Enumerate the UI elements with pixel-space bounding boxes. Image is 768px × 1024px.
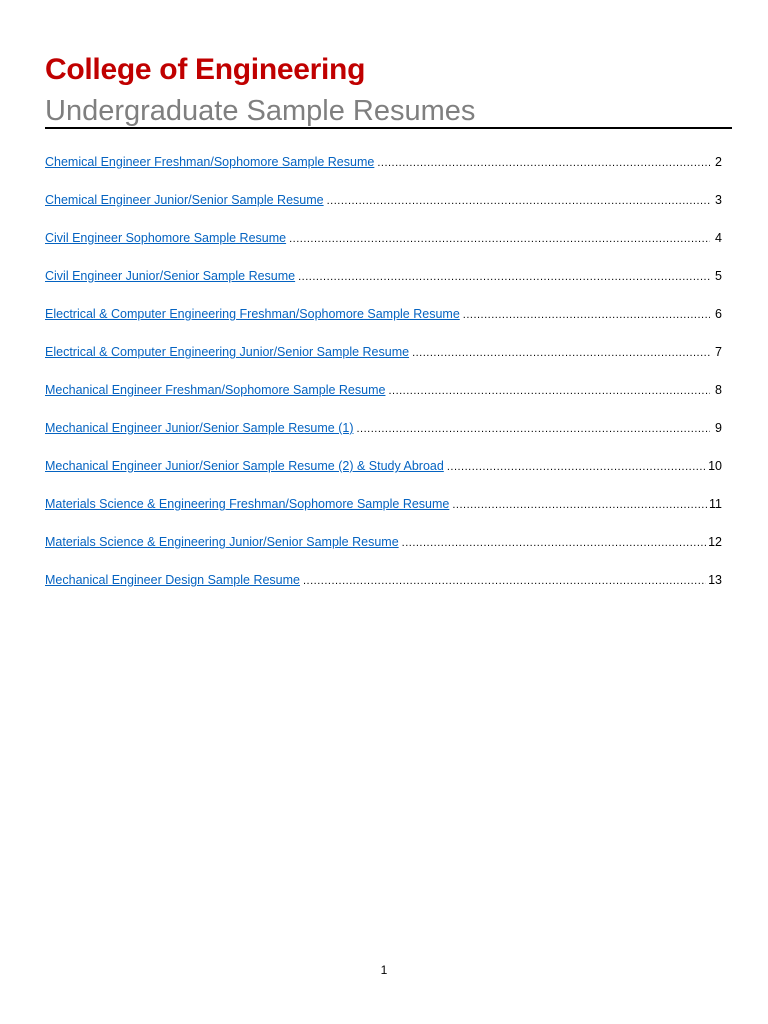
toc-page-number: 12 (708, 535, 722, 549)
toc-link[interactable]: Mechanical Engineer Junior/Senior Sample Resume (1) (45, 421, 354, 435)
toc-page-number: 6 (715, 307, 722, 321)
toc-link[interactable]: Civil Engineer Sophomore Sample Resume (45, 231, 287, 245)
toc-link[interactable]: Chemical Engineer Junior/Senior Sample Resume (45, 193, 324, 207)
toc-page-number: 8 (715, 383, 722, 397)
toc-entry (45, 269, 722, 307)
toc-page-number: 9 (715, 421, 722, 435)
toc-link[interactable]: Materials Science & Engineering Junior/Senior Sample Resume (45, 535, 399, 549)
toc-entry (45, 383, 722, 421)
toc-link[interactable]: Materials Science & Engineering Freshman/Sophomore Sample Resume (45, 497, 450, 511)
toc-page-number: 7 (715, 345, 722, 359)
footer-page-number: 1 (380, 963, 388, 977)
toc-entry (45, 459, 722, 497)
toc-page-number: 5 (715, 269, 722, 283)
toc-page-number: 11 (709, 497, 722, 511)
toc-dot-leader (327, 195, 710, 207)
toc-link[interactable]: Electrical & Computer Engineering Junior/Senior Sample Resume (45, 345, 410, 359)
page-subtitle: Undergraduate Sample Resumes (45, 95, 476, 127)
toc-entry (45, 345, 722, 383)
toc-link[interactable]: Mechanical Engineer Freshman/Sophomore Sample Resume (45, 383, 386, 397)
toc-dot-leader (388, 385, 710, 397)
toc-dot-leader (303, 575, 706, 587)
toc-entry (45, 497, 722, 535)
toc-page-number: 4 (715, 231, 722, 245)
toc-entry (45, 535, 722, 573)
toc-dot-leader (377, 157, 710, 169)
title-divider (45, 127, 732, 129)
toc-page-number: 10 (708, 459, 722, 473)
toc-page-number: 2 (715, 155, 722, 169)
toc-dot-leader (402, 537, 706, 549)
toc-dot-leader (356, 423, 710, 435)
toc-entry (45, 231, 722, 269)
toc-dot-leader (447, 461, 706, 473)
toc-dot-leader (463, 309, 710, 321)
toc-link[interactable]: Mechanical Engineer Junior/Senior Sample Resume (2) & Study Abroad (45, 459, 444, 473)
toc-dot-leader (289, 233, 710, 245)
page-title: College of Engineering (45, 53, 366, 86)
toc-entry (45, 193, 722, 231)
toc-entry (45, 155, 722, 193)
toc-page-number: 13 (708, 573, 722, 587)
toc-link[interactable]: Chemical Engineer Freshman/Sophomore Sample Resume (45, 155, 375, 169)
toc-entry (45, 421, 722, 459)
toc-page-number: 3 (715, 193, 722, 207)
toc-entry (45, 307, 722, 345)
toc-dot-leader (298, 271, 710, 283)
table-of-contents (45, 155, 722, 611)
toc-dot-leader (452, 499, 707, 511)
toc-dot-leader (412, 347, 710, 359)
toc-link[interactable]: Electrical & Computer Engineering Freshman/Sophomore Sample Resume (45, 307, 460, 321)
toc-link[interactable]: Civil Engineer Junior/Senior Sample Resume (45, 269, 296, 283)
toc-entry (45, 573, 722, 611)
toc-link[interactable]: Mechanical Engineer Design Sample Resume (45, 573, 300, 587)
